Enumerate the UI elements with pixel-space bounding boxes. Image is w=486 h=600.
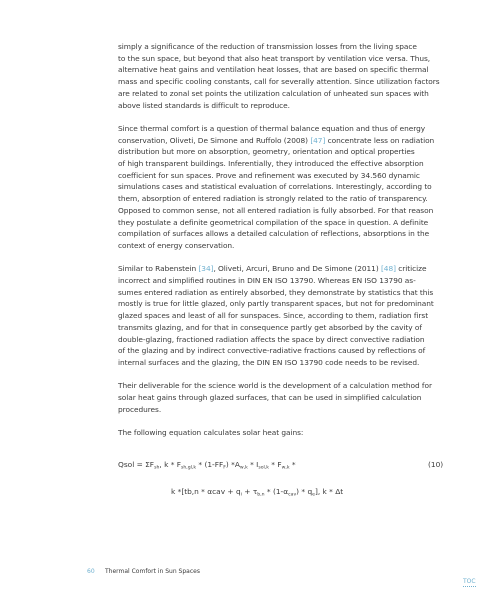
text-line: internal surfaces and the glazing, the DIN EN ISO 13790 code needs to be revised. [118,357,420,367]
text-line: above listed standards is difficult to reproduce. [118,100,290,110]
paragraph-3 [118,263,453,368]
toc-link[interactable]: TOC [463,578,476,585]
text-line: alternative heat gains and ventilation heat losses, that are based on specific thermal [118,65,429,75]
text-line: incorrect and simplified routines in DIN EN ISO 13790. Whereas EN ISO 13790 as- [118,276,416,286]
text-line: Opposed to common sense, not all entered radiation is fully absorbed. For that reason [118,205,434,215]
text-line: to the sun space, but beyond that also heat transport by ventilation vice versa. Thus, [118,53,431,63]
text-line: Since thermal comfort is a question of thermal balance equation and thus of energy [118,123,426,133]
text-line: compilation of surfaces allows a detailed calculation of reflections, absorptions in the [118,229,430,239]
text-line: they postulate a definite geometrical compilation of the space in question. A definite [118,217,429,227]
text-line: glazed spaces and least of all for sunspaces. Since, according to them, radiation first [118,311,429,321]
text-line: distribution but more on absorption, geometry, orientation and optical properties [118,147,415,157]
paragraph-4 [118,380,453,415]
text-line: simulations cases and statistical evaluation of correlations. Interestingly, according to [118,182,432,192]
citation-link[interactable]: [34] [198,264,214,274]
paragraph-5 [118,427,453,439]
text-line: conservation, Oliveti, De Simone and Ruffolo (2008) [47] concentrate less on radiation [118,135,435,145]
text-line: Similar to Rabenstein [34], Oliveti, Arcuri, Bruno and De Simone (2011) [48] criticize [118,264,427,274]
equation-line-2: k $*[tb,n * \alpha cav + q_i + \tau_{b,n} * (1-\alpha_{cav}) * q_e]$, k * Δt [171,487,344,498]
equation-line-1: Qsol = $\Sigma F_{sh}$, k * $F_{sh,gl,k} * (1-FF_F)$ $*A_{w,k} * I_{sol,k} * F_{w,k}$ * [118,460,296,471]
text-line: Their deliverable for the science world is the development of a calculation method for [118,381,432,391]
page-number: 60 [87,568,95,575]
text-line: are related to zonal set points the utilization calculation of unheated sun spaces with [118,88,429,98]
text-line: coefficient for sun spaces. Prove and refinement was executed by 34.560 dynamic [118,170,420,180]
text-line: transmits glazing, and for that in consequence partly get absorbed by the cavity of [118,322,422,332]
text-line: The following equation calculates solar heat gains: [118,428,304,438]
text-line: of high transparent buildings. Inferentially, they introduced the effective absorption [118,159,424,169]
paragraph-1 [118,41,453,111]
text-line: simply a significance of the reduction of transmission losses from the living space [118,42,417,51]
text-line: solar heat gains through glazed surfaces, that can be used in simplified calculation [118,393,422,403]
text-line: double-glazing, fractioned radiation affects the space by direct convective radiation [118,334,425,344]
text-line: procedures. [118,404,162,414]
running-title: Thermal Comfort in Sun Spaces [105,568,200,575]
text-line: sumes entered radiation as entirely absorbed, they demonstrate by statistics that this [118,287,434,297]
text-line: mostly is true for little glazed, only partly transparent spaces, but not for predominant [118,299,434,309]
text-line: of the glazing and by indirect convective-radiative fractions caused by reflections of [118,346,426,356]
text-line: them, absorption of entered radiation is strongly related to the ratio of transparency. [118,194,428,204]
text-line: context of energy conservation. [118,240,235,250]
text-line: mass and specific cooling constants, call for severally attention. Since utilization factors [118,77,440,87]
body-text [118,41,453,439]
citation-link[interactable]: [48] [380,264,396,274]
paragraph-2 [118,123,453,252]
citation-link[interactable]: [47] [310,135,326,145]
equation-number: (10) [428,460,444,469]
